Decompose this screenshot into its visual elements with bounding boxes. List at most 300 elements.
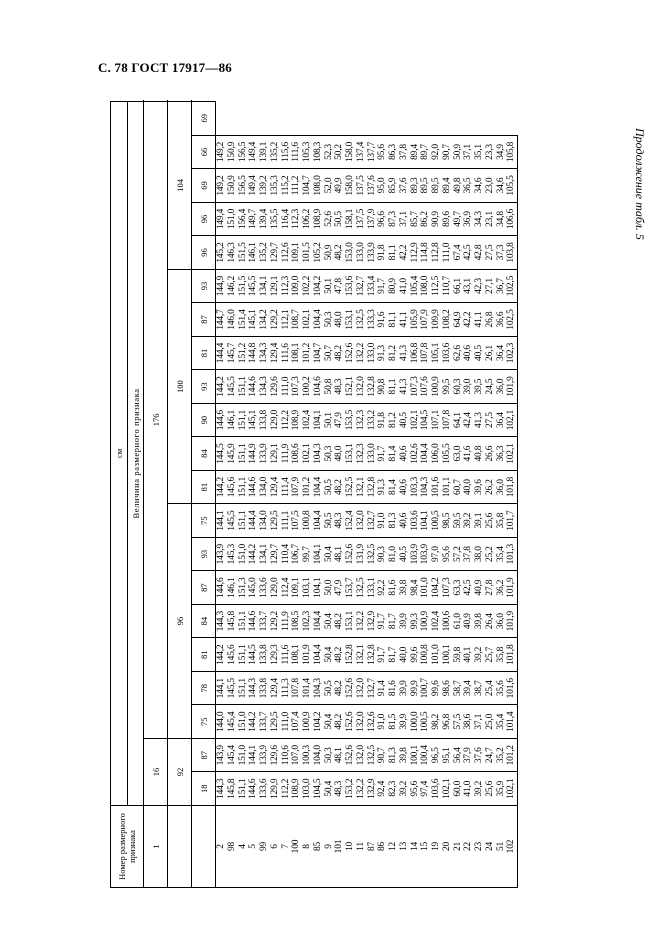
value-cell: 137,5 [356,202,367,236]
header-level3-cell: 69 [192,101,216,135]
value-cell: 115,2 [281,169,292,203]
value-cell: 149,2 [216,169,227,203]
value-cell: 132,1 [356,638,367,672]
value-cell: 103,6 [431,772,442,806]
value-cell: 116,4 [281,202,292,236]
value-cell: 48,3 [334,504,345,538]
value-cell: 152,6 [345,738,356,772]
value-cell: 111,3 [281,671,292,705]
value-cell: 89,6 [442,202,453,236]
value-cell: 34,8 [496,202,507,236]
value-cell: 48,1 [334,537,345,571]
value-cell: 41,6 [463,437,474,471]
value-cell: 39,8 [474,604,485,638]
value-cell: 50,2 [334,135,345,169]
value-cell: 104,7 [313,336,324,370]
value-cell: 111,9 [281,437,292,471]
value-cell: 47,9 [334,403,345,437]
table-row [377,101,388,887]
value-cell: 48,3 [334,772,345,806]
row-number-cell: 13 [399,806,410,888]
value-cell: 137,5 [356,169,367,203]
value-cell: 129,7 [270,236,281,270]
value-cell: 144,6 [248,604,259,638]
value-cell: 104,4 [313,638,324,672]
value-cell: 36,4 [496,336,507,370]
value-cell: 91,7 [377,437,388,471]
value-cell: 129,0 [270,571,281,605]
value-cell: 92,2 [377,571,388,605]
value-cell: 102,1 [506,437,517,471]
value-cell: 91,7 [377,604,388,638]
value-cell: 50,0 [324,571,335,605]
value-cell: 129,5 [270,705,281,739]
value-cell: 129,6 [270,370,281,404]
value-cell: 85,9 [388,169,399,203]
table-row [291,101,302,887]
row-number-cell: 2 [216,806,227,888]
value-cell: 62,6 [453,336,464,370]
value-cell: 151,4 [238,303,249,337]
value-cell: 103,8 [506,236,517,270]
value-cell: 27,5 [485,403,496,437]
value-cell: 133,8 [259,671,270,705]
value-cell: 139,4 [259,202,270,236]
value-cell: 35,2 [496,738,507,772]
value-cell: 92,0 [431,135,442,169]
value-cell: 103,9 [420,537,431,571]
value-cell: 133,1 [367,571,378,605]
value-cell: 50,9 [324,236,335,270]
value-cell: 60,0 [453,772,464,806]
value-cell: 86,3 [388,135,399,169]
value-cell: 23,1 [485,202,496,236]
value-cell: 132,7 [367,504,378,538]
value-cell: 59,5 [453,504,464,538]
value-cell: 81,1 [388,236,399,270]
value-cell: 152,6 [345,537,356,571]
value-cell: 37,1 [463,135,474,169]
measurement-table [110,101,518,888]
table-row [227,101,238,887]
value-cell: 101,0 [420,571,431,605]
value-cell: 56,4 [453,738,464,772]
value-cell: 107,8 [291,671,302,705]
value-cell: 91,4 [377,671,388,705]
table-row [356,101,367,887]
value-cell: 109,0 [291,269,302,303]
value-cell: 151,1 [238,772,249,806]
value-cell: 132,5 [356,303,367,337]
value-cell: 133,9 [367,236,378,270]
value-cell: 146,2 [227,269,238,303]
value-cell: 59,8 [453,638,464,672]
row-header-label: Номер размерного признака [111,806,144,888]
value-cell: 39,2 [474,772,485,806]
table-row [485,101,496,887]
value-cell: 144,3 [216,772,227,806]
value-cell: 27,5 [485,236,496,270]
value-cell: 39,8 [399,738,410,772]
value-cell: 38,0 [474,537,485,571]
value-cell: 25,6 [485,504,496,538]
header-level3-cell: 90 [192,403,216,437]
value-cell: 101,9 [302,638,313,672]
continued-label: Продолжение табл. 5 [633,128,647,240]
value-cell: 37,8 [399,135,410,169]
value-cell: 57,2 [453,537,464,571]
header-level2-cell: 104 [168,101,192,269]
value-cell: 39,2 [474,638,485,672]
value-cell: 132,2 [356,604,367,638]
value-cell: 90,3 [377,537,388,571]
value-cell: 144,4 [216,336,227,370]
value-cell: 37,1 [399,202,410,236]
value-cell: 106,6 [506,202,517,236]
value-cell: 91,6 [377,303,388,337]
value-cell: 60,7 [453,470,464,504]
value-cell: 143,9 [216,738,227,772]
value-cell: 101,3 [506,537,517,571]
table-row [496,101,507,887]
value-cell: 132,5 [367,738,378,772]
value-cell: 129,3 [270,638,281,672]
value-cell: 145,1 [248,303,259,337]
value-cell: 100,1 [442,638,453,672]
value-cell: 95,6 [410,772,421,806]
value-cell: 107,6 [420,370,431,404]
value-cell: 145,8 [227,604,238,638]
value-cell: 95,1 [442,738,453,772]
value-cell: 81,5 [388,705,399,739]
value-cell: 89,5 [420,169,431,203]
value-cell: 111,0 [442,236,453,270]
value-cell: 37,3 [496,236,507,270]
value-cell: 39,9 [399,671,410,705]
value-cell: 145,6 [227,470,238,504]
value-cell: 101,4 [302,671,313,705]
value-cell: 134,0 [259,504,270,538]
row-number-cell: 15 [420,806,431,888]
value-cell: 35,9 [496,772,507,806]
value-cell: 144,9 [216,269,227,303]
header-level2-cell [168,806,192,888]
value-cell: 153,2 [345,772,356,806]
value-cell: 91,7 [377,638,388,672]
value-cell: 111,6 [281,638,292,672]
value-cell: 146,0 [227,303,238,337]
value-cell: 80,9 [388,269,399,303]
value-cell: 137,6 [367,169,378,203]
value-cell: 89,4 [410,135,421,169]
value-cell: 108,9 [291,772,302,806]
value-cell: 81,3 [388,504,399,538]
value-cell: 145,5 [227,370,238,404]
value-cell: 104,5 [313,772,324,806]
table-row [302,101,313,887]
value-cell: 40,9 [474,571,485,605]
value-cell: 129,7 [270,537,281,571]
value-cell: 107,3 [410,370,421,404]
value-cell: 100,8 [420,638,431,672]
value-cell: 40,6 [399,504,410,538]
value-cell: 107,9 [291,470,302,504]
value-cell: 100,4 [420,738,431,772]
value-cell: 152,6 [345,671,356,705]
value-cell: 101,5 [302,236,313,270]
value-cell: 132,2 [356,772,367,806]
value-cell: 35,4 [496,537,507,571]
value-cell: 132,0 [356,705,367,739]
value-cell: 104,7 [302,169,313,203]
value-cell: 104,2 [313,705,324,739]
value-cell: 41,1 [399,303,410,337]
value-cell: 100,5 [431,504,442,538]
row-number-cell: 9 [324,806,335,888]
value-cell: 102,1 [506,772,517,806]
value-cell: 101,2 [302,470,313,504]
value-cell: 104,4 [313,470,324,504]
value-cell: 49,8 [453,169,464,203]
header-level3-cell: 81 [192,336,216,370]
value-cell: 129,4 [270,336,281,370]
value-cell: 36,3 [496,437,507,471]
value-cell: 112,9 [410,236,421,270]
table-row [281,101,292,887]
value-cell: 102,1 [302,303,313,337]
value-cell: 153,5 [345,403,356,437]
row-number-cell: 4 [238,806,249,888]
value-cell: 139,2 [259,169,270,203]
value-cell: 98,4 [410,571,421,605]
value-cell: 101,4 [506,705,517,739]
value-cell: 144,5 [248,638,259,672]
value-cell: 102,1 [302,437,313,471]
table-row [431,101,442,887]
table-row [420,101,431,887]
value-cell: 144,0 [216,705,227,739]
value-cell: 132,8 [367,470,378,504]
value-cell: 129,0 [270,403,281,437]
value-cell: 81,4 [388,470,399,504]
value-cell: 81,0 [388,537,399,571]
value-cell: 106,0 [431,437,442,471]
value-cell: 144,4 [248,504,259,538]
value-cell: 112,8 [431,236,442,270]
value-cell: 108,7 [291,303,302,337]
value-cell: 98,5 [442,504,453,538]
value-cell: 40,6 [399,437,410,471]
value-cell: 144,1 [216,504,227,538]
value-cell: 132,5 [367,537,378,571]
value-cell: 144,2 [216,638,227,672]
value-cell: 156,5 [238,169,249,203]
value-cell: 41,0 [399,269,410,303]
value-cell: 101,9 [506,604,517,638]
value-cell: 108,9 [313,202,324,236]
value-cell: 42,2 [399,236,410,270]
value-cell: 64,9 [453,303,464,337]
value-cell: 144,6 [248,370,259,404]
value-cell: 129,1 [270,437,281,471]
value-cell: 109,1 [291,236,302,270]
value-cell: 101,0 [431,638,442,672]
value-cell: 96,6 [377,202,388,236]
row-number-cell: 101 [334,806,345,888]
value-cell: 133,7 [259,604,270,638]
value-cell: 90,9 [431,202,442,236]
value-cell: 86,2 [420,202,431,236]
value-cell: 152,6 [345,705,356,739]
value-cell: 98,2 [431,705,442,739]
value-cell: 105,5 [506,169,517,203]
value-cell: 108,0 [313,169,324,203]
value-cell: 107,8 [442,403,453,437]
value-cell: 133,0 [356,236,367,270]
value-cell: 129,2 [270,303,281,337]
value-cell: 102,3 [506,336,517,370]
value-cell: 39,4 [463,671,474,705]
value-cell: 111,0 [281,370,292,404]
value-cell: 103,6 [442,336,453,370]
value-cell: 100,8 [302,504,313,538]
value-cell: 87,3 [388,202,399,236]
value-cell: 112,6 [281,236,292,270]
value-cell: 104,1 [420,504,431,538]
header-level3-cell: 84 [192,604,216,638]
header-level3-cell: 87 [192,303,216,337]
header-level2-cell: 92 [168,738,192,805]
value-cell: 26,6 [485,437,496,471]
value-cell: 48,2 [334,470,345,504]
value-cell: 144,3 [216,604,227,638]
value-cell: 26,4 [485,604,496,638]
value-cell: 50,5 [324,470,335,504]
value-cell: 35,4 [496,705,507,739]
row-number-cell: 7 [281,806,292,888]
value-cell: 25,2 [485,537,496,571]
value-cell: 145,0 [248,571,259,605]
value-cell: 112,1 [281,303,292,337]
value-cell: 146,3 [227,236,238,270]
value-cell: 26,8 [485,303,496,337]
value-cell: 145,6 [227,638,238,672]
value-cell: 145,2 [216,236,227,270]
value-cell: 36,4 [496,403,507,437]
value-cell: 106,7 [291,537,302,571]
row-number-cell: 87 [367,806,378,888]
table-row [248,101,259,887]
value-cell: 144,6 [248,772,259,806]
value-cell: 52,3 [324,135,335,169]
value-cell: 107,0 [291,738,302,772]
value-cell: 36,0 [496,370,507,404]
value-cell: 152,1 [345,370,356,404]
value-cell: 108,6 [291,437,302,471]
value-cell: 40,5 [399,403,410,437]
value-cell: 112,3 [291,202,302,236]
value-cell: 81,3 [388,738,399,772]
value-cell: 90,7 [442,135,453,169]
value-cell: 103,3 [410,470,421,504]
value-cell: 103,9 [410,537,421,571]
value-cell: 81,6 [388,671,399,705]
header-level2-cell: 96 [168,504,192,739]
value-cell: 129,6 [270,738,281,772]
value-cell: 131,9 [356,537,367,571]
value-cell: 100,5 [420,705,431,739]
value-cell: 27,8 [485,571,496,605]
row-number-cell: 100 [291,806,302,888]
value-cell: 129,2 [270,604,281,638]
value-cell: 101,6 [431,470,442,504]
value-cell: 48,2 [334,336,345,370]
row-number-cell: 102 [506,806,517,888]
value-cell: 36,5 [463,169,474,203]
value-cell: 40,6 [463,336,474,370]
value-cell: 152,4 [345,504,356,538]
value-cell: 50,3 [324,303,335,337]
value-cell: 39,1 [474,504,485,538]
value-cell: 145,4 [227,705,238,739]
value-cell: 145,4 [227,738,238,772]
value-cell: 133,8 [259,638,270,672]
value-cell: 99,3 [410,604,421,638]
value-cell: 156,5 [238,135,249,169]
value-cell: 37,9 [463,738,474,772]
row-number-cell: 21 [453,806,464,888]
value-cell: 144,1 [248,738,259,772]
value-cell: 112,2 [281,772,292,806]
table-row [334,101,345,887]
value-cell: 91,3 [377,470,388,504]
value-cell: 153,1 [345,303,356,337]
value-cell: 34,9 [496,135,507,169]
value-cell: 36,6 [496,303,507,337]
value-cell: 40,5 [474,336,485,370]
value-cell: 36,0 [496,470,507,504]
value-cell: 109,1 [291,571,302,605]
value-cell: 111,0 [281,705,292,739]
value-cell: 100,0 [410,705,421,739]
value-cell: 50,4 [324,772,335,806]
value-cell: 50,4 [324,705,335,739]
value-cell: 47,8 [334,269,345,303]
table-row [216,101,227,887]
value-cell: 37,6 [399,169,410,203]
value-cell: 48,1 [334,738,345,772]
header-level1-cell: 1 [144,806,168,888]
header-level3-cell: 87 [192,571,216,605]
value-cell: 43,1 [463,269,474,303]
value-cell: 150,9 [227,169,238,203]
value-cell: 104,5 [420,403,431,437]
value-cell: 89,5 [431,169,442,203]
value-cell: 108,0 [420,269,431,303]
value-cell: 129,4 [270,470,281,504]
value-cell: 144,9 [248,437,259,471]
value-cell: 99,7 [302,537,313,571]
value-cell: 90,7 [377,738,388,772]
value-cell: 107,4 [291,705,302,739]
value-cell: 133,6 [259,571,270,605]
value-cell: 143,9 [216,537,227,571]
value-cell: 26,1 [485,336,496,370]
value-cell: 132,0 [356,738,367,772]
value-cell: 158,0 [345,169,356,203]
value-cell: 151,3 [238,571,249,605]
value-cell: 48,2 [334,671,345,705]
